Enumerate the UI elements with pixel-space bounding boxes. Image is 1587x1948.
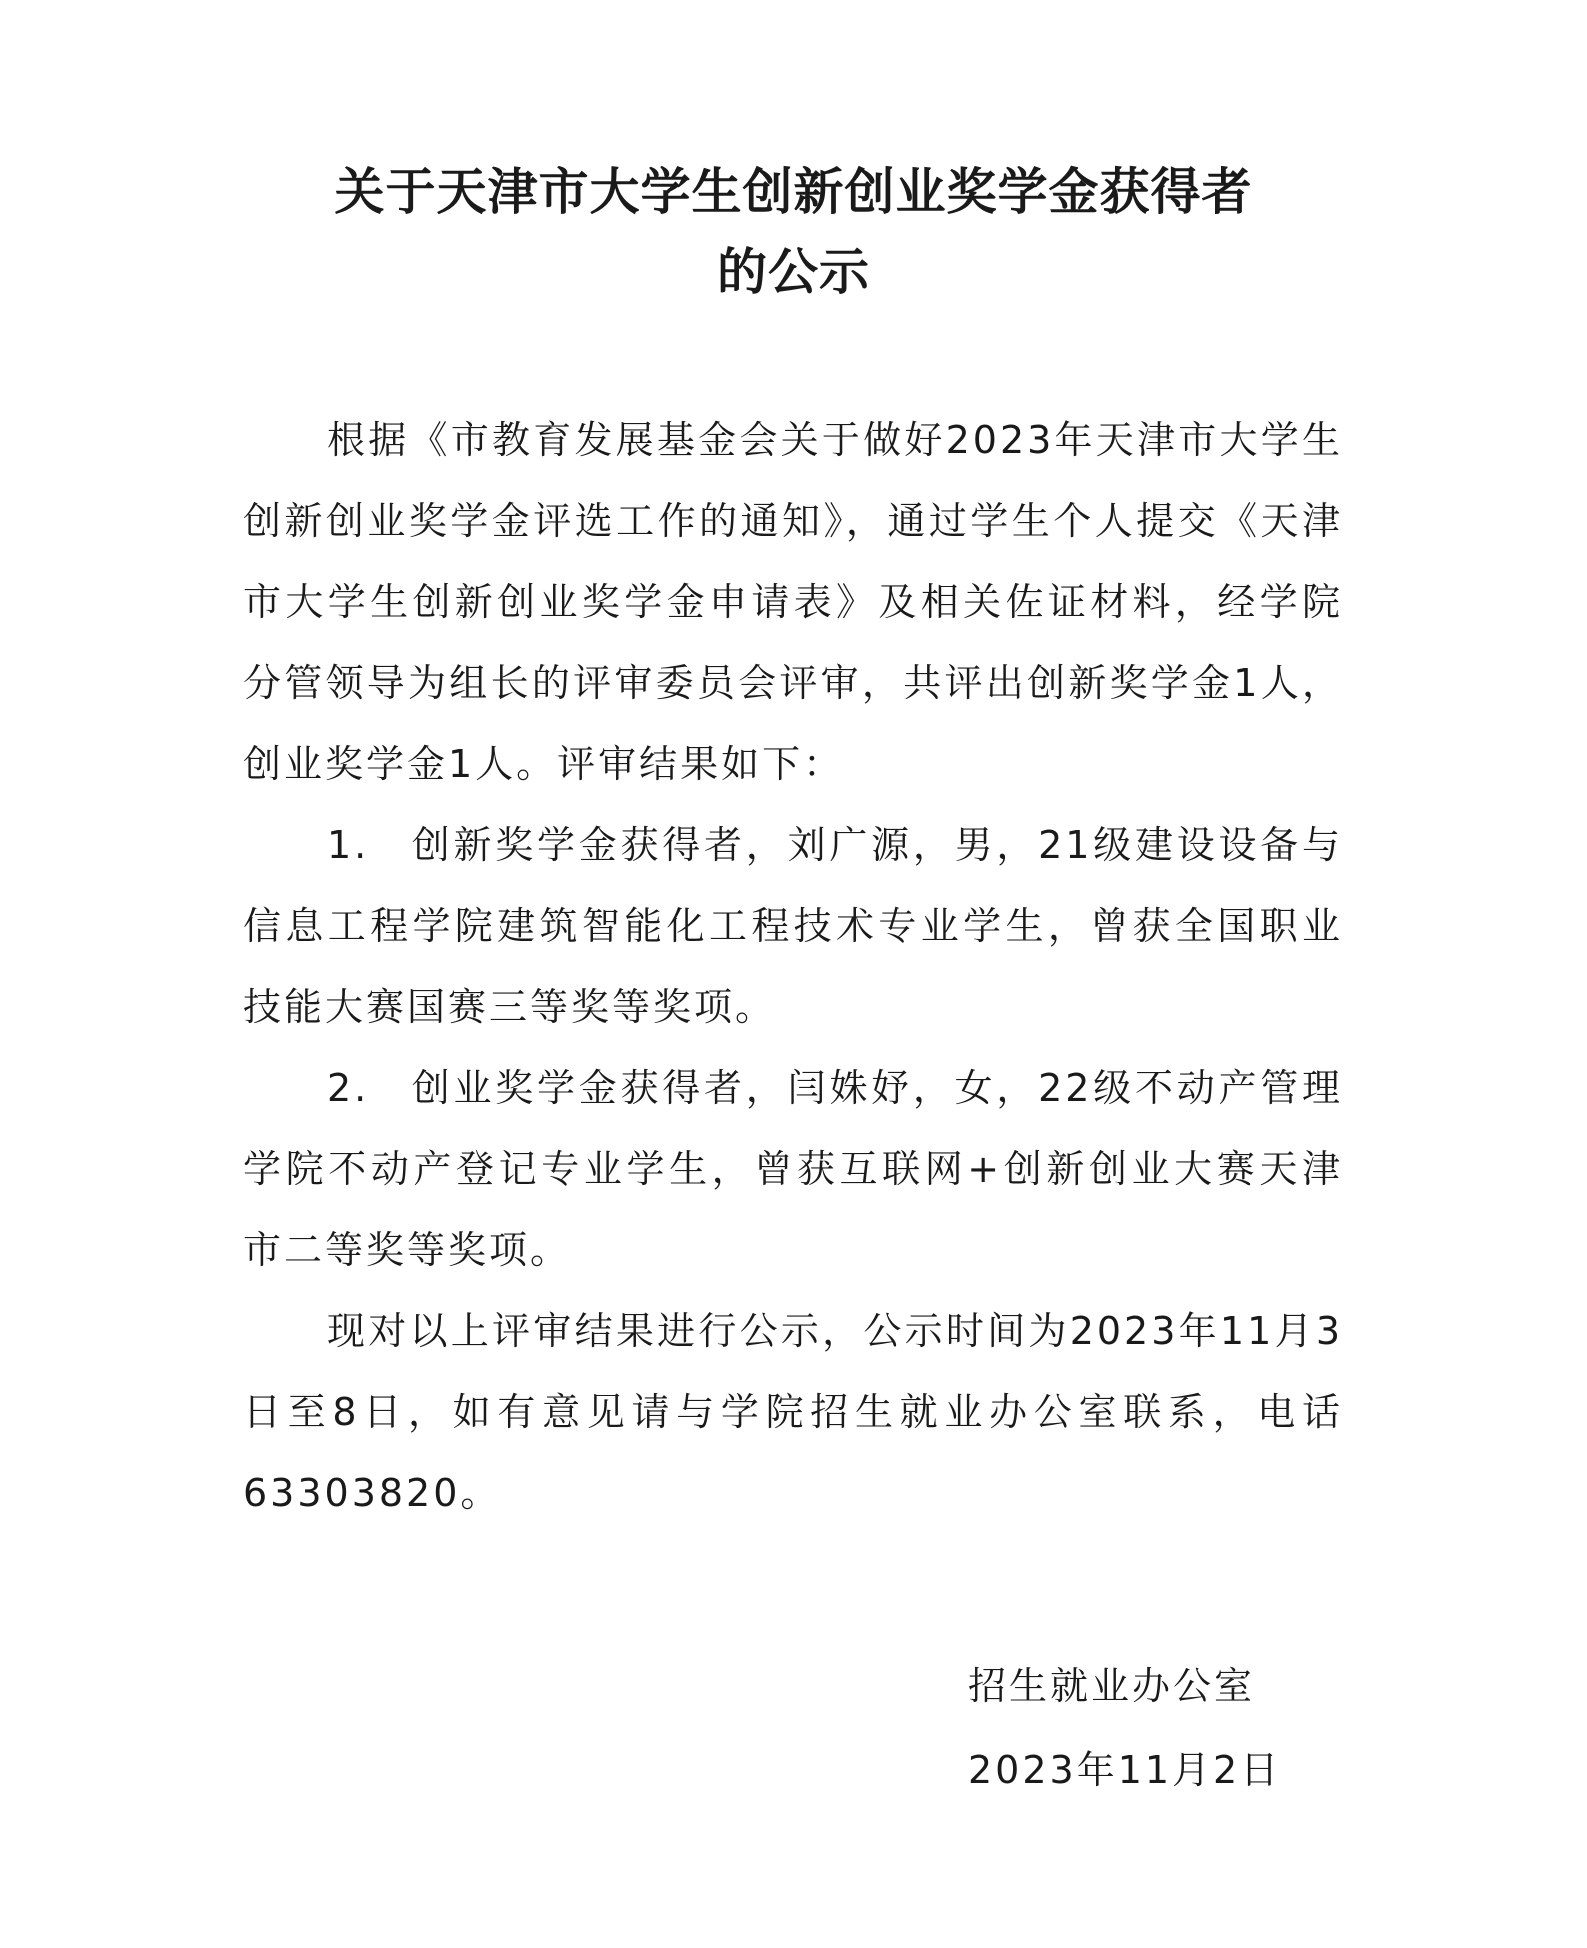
signature-organization: 招生就业办公室: [968, 1664, 1256, 1708]
signature-date: 2023年11月2日: [968, 1748, 1282, 1792]
document-body: [243, 400, 1343, 1534]
document-title-line-2: 的公示: [717, 242, 870, 301]
document-title-line-1: 关于天津市大学生创新创业奖学金获得者: [334, 162, 1253, 221]
paragraph-intro: 根据《市教育发展基金会关于做好2023年天津市大学生创新创业奖学金评选工作的通知》，通过学生个人提交《天津市大学生创新创业奖学金申请表》及相关佐证材料，经学院分管领导为组长的评审委员会评审，共评出创新奖学金1人，创业奖学金1人。评审结果如下：: [243, 418, 1343, 786]
paragraph-publicity-notice: 现对以上评审结果进行公示，公示时间为2023年11月3日至8日，如有意见请与学院招生就业办公室联系，电话63303820。: [243, 1309, 1343, 1515]
paragraph-innovation-winner: 1. 创新奖学金获得者，刘广源，男，21级建设设备与信息工程学院建筑智能化工程技术专业学生，曾获全国职业技能大赛国赛三等奖等奖项。: [243, 823, 1343, 1029]
paragraph-entrepreneurship-winner: 2. 创业奖学金获得者，闫姝妤，女，22级不动产管理学院不动产登记专业学生，曾获互联网+创新创业大赛天津市二等奖等奖项。: [243, 1066, 1343, 1272]
